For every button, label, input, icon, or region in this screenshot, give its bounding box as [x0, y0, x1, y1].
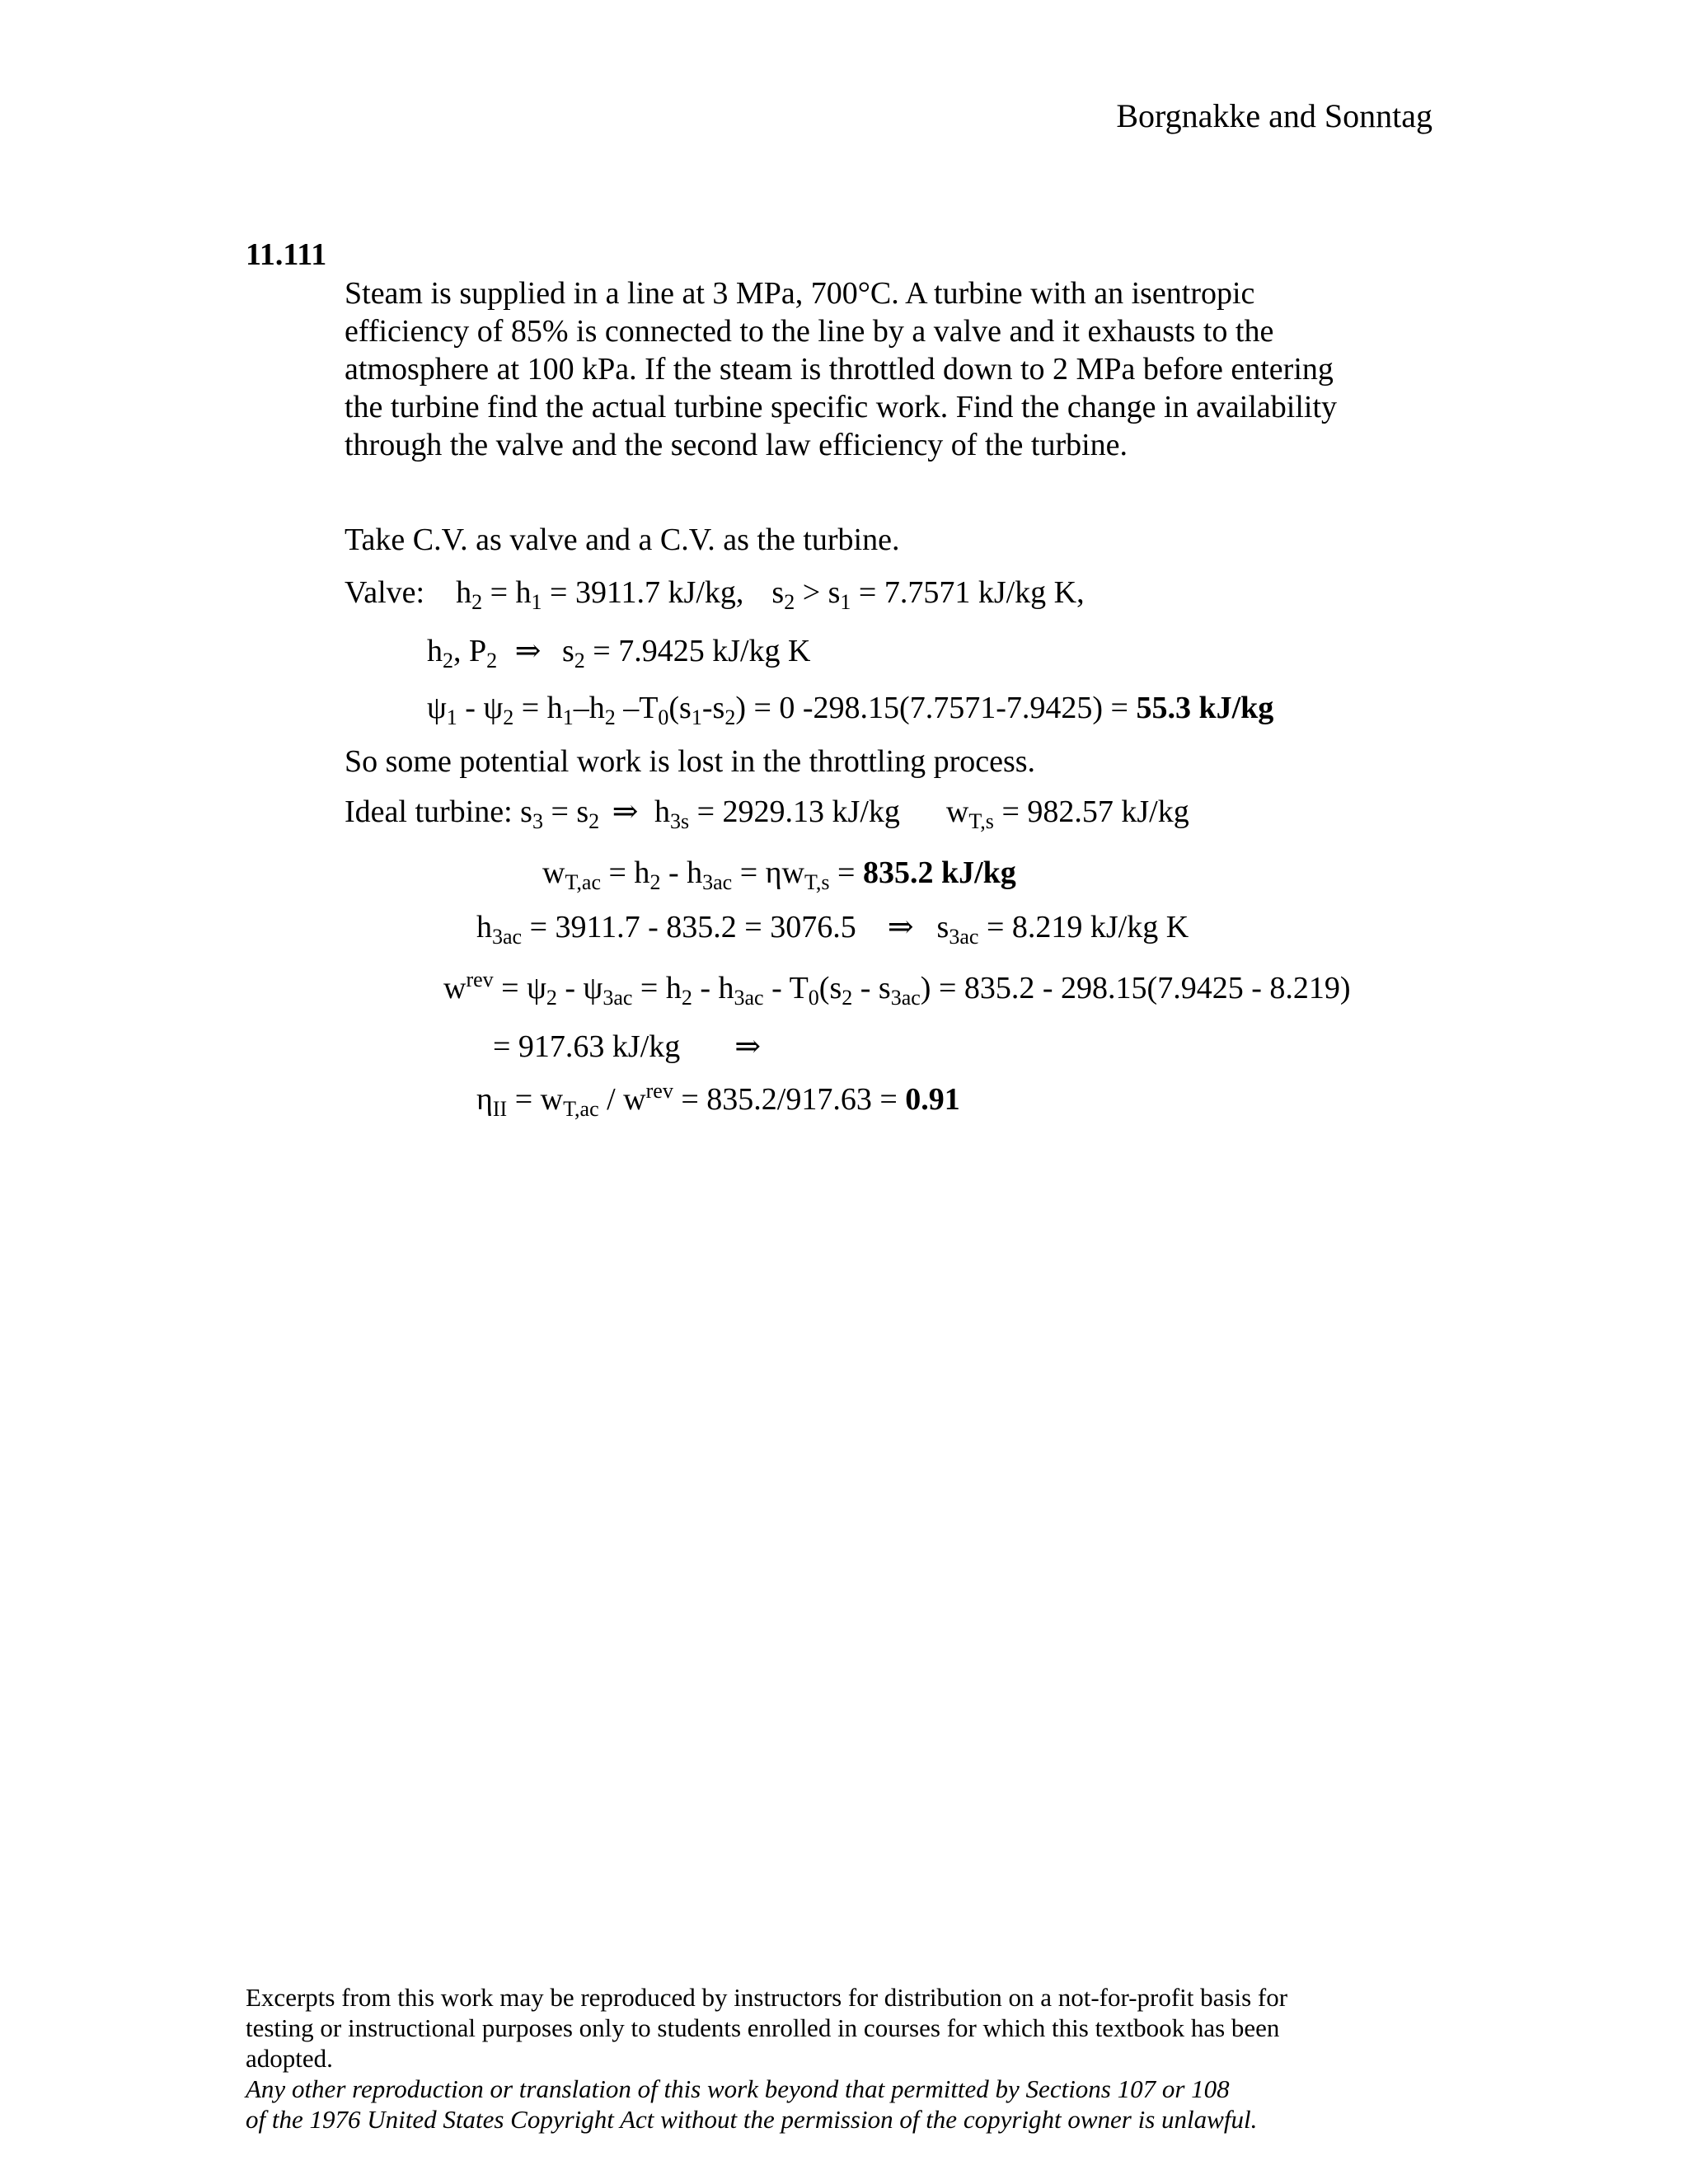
header-authors: Borgnakke and Sonntag [1116, 97, 1432, 134]
footer-line [246, 2043, 1482, 2104]
statement-line: Steam is supplied in a line at 3 MPa, 700°C. A turbine with an isentropic [345, 276, 1255, 311]
h3ac-line: $h_{3ac} = 3911.7 - 835.2 = 3076.5$ ⇒ $s_{3ac} = 8.219$ kJ/kg K [476, 910, 1189, 949]
ideal-label: Ideal turbine: [345, 794, 513, 829]
copyright-footer [246, 1982, 1482, 2135]
s2-line: $h_2$, $P_2$ ⇒ $s_2 = 7.9425$ kJ/kg K [427, 634, 811, 673]
footer-line: of the 1976 United States Copyright Act without the permission of the copyright owner is unlawful. [246, 2105, 1258, 2134]
psi-line: $\psi_1 - \psi_2 = h_1-h_2$ $-T_0(s_1-s_2) = 0$ -298.15(7.7571-7.9425) = 55.3 kJ/kg [427, 691, 1274, 729]
statement-line: the turbine find the actual turbine specific work. Find the change in availability [345, 390, 1338, 424]
problem-statement [345, 274, 1498, 464]
footer-line: Excerpts from this work may be reproduced by instructors for distribution on a not-for-profit basis for [246, 1983, 1288, 2012]
h3ac-expr: = 3911.7 - 835.2 = 3076.5 [529, 910, 856, 944]
ideal-turbine-line: Ideal turbine: $s_3 = s_2$ ⇒ $h_{3s} = 2929.13$ kJ/kg $w_{T,s} = 982.57$ kJ/kg [345, 794, 1189, 833]
valve-label: Valve: [345, 575, 425, 610]
psi-result: 55.3 kJ/kg [1136, 691, 1274, 725]
solution-intro: Take C.V. as valve and a C.V. as the turbine. [345, 523, 900, 557]
wrev-line: $w^{rev} = \psi_2 - \psi_{3ac} = h_2 - h_{3ac} - T_0(s_2 - s_{3ac}) = 835.2 - 298.15(7.9425 - 8.219)$ [443, 968, 1351, 1010]
wrev-result-line: = 917.63 kJ/kg ⇒ [493, 1029, 762, 1064]
footer-line: testing or instructional purposes only to students enrolled in courses for which this textbook has been [246, 2013, 1280, 2042]
wts-value: = 982.57 kJ/kg [1001, 794, 1189, 829]
h3s-value: = 2929.13 kJ/kg [696, 794, 900, 829]
wtac-line: $w_{T,ac} = h_2 - h_{3ac} = \eta w_{T,s} = 835.2$ kJ/kg [542, 855, 1016, 894]
throttling-note: So some potential work is lost in the throttling process. [345, 744, 1036, 779]
eta-line: $\eta_{II} = w_{T,ac} / w^{rev} = 835.2/917.63 = 0.91$ [476, 1079, 960, 1121]
statement-line: through the valve and the second law efficiency of the turbine. [345, 428, 1128, 462]
wrev-expr: = 835.2 - 298.15(7.9425 - 8.219) [938, 971, 1351, 1005]
statement-line: atmosphere at 100 kPa. If the steam is throttled down to 2 MPa before entering [345, 352, 1334, 387]
valve-line: Valve: $h_2 = h_1 = 3911.7$ kJ/kg, $s_2 > s_1 = 7.7571$ kJ/kg K, [345, 575, 1085, 614]
valve-s-value: = 7.7571 kJ/kg K, [858, 575, 1085, 610]
psi-expr: = 0 -298.15(7.7571-7.9425) = [753, 691, 1128, 725]
wrev-result: = 917.63 kJ/kg [493, 1029, 681, 1064]
problem-number: 11.111 [246, 237, 327, 272]
eta-result: 0.91 [905, 1082, 960, 1117]
valve-h-value: = 3911.7 kJ/kg, [550, 575, 744, 610]
statement-line: efficiency of 85% is connected to the line by a valve and it exhausts to the [345, 314, 1274, 349]
wtac-result: 835.2 kJ/kg [862, 855, 1016, 890]
footer-text: adopted. [246, 2044, 333, 2073]
footer-italic-text: Any other reproduction or translation of this work beyond that permitted by Sections 107 or 108 [246, 2074, 1230, 2103]
s3ac-value: = 8.219 kJ/kg K [986, 910, 1189, 944]
eta-expr: = 835.2/917.63 = [681, 1082, 898, 1117]
s2-value: = 7.9425 kJ/kg K [593, 634, 811, 668]
